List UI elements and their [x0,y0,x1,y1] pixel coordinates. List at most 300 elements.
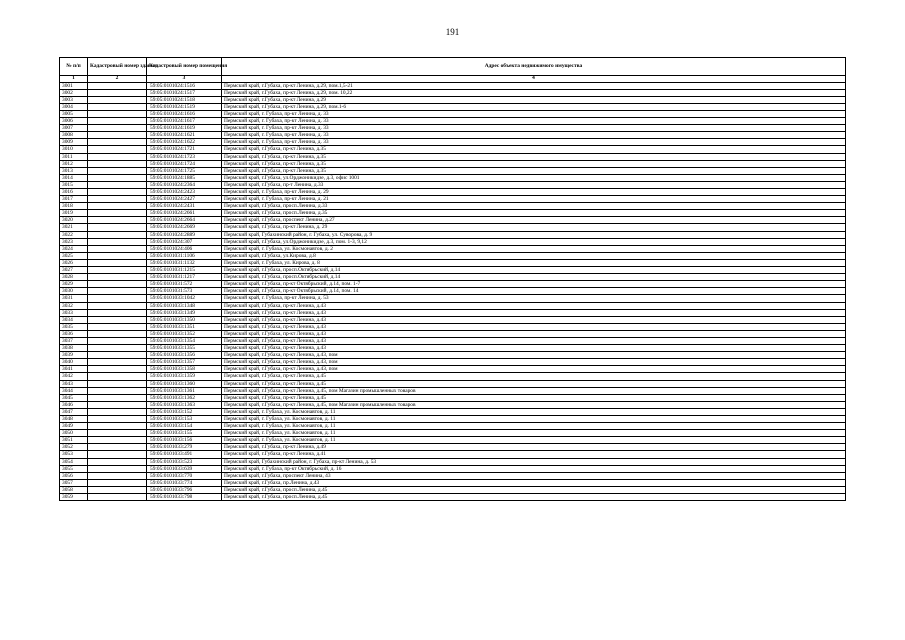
row-number-cell: 3024 [60,245,88,252]
table-row [60,302,846,309]
row-number-cell: 3032 [60,302,88,309]
address-cell: Пермский край, г. Губаха, пр-кт Ленина, д. 53 [222,295,846,302]
table-row [60,472,846,479]
address-cell: Пермский край, г.Губаха, пр-кт Ленина, д.43 [222,309,846,316]
building-cadastral-cell [88,345,147,352]
table-row [60,231,846,238]
address-cell: Пермский край, г.Губаха, пр-кт Ленина, д.43 [222,316,846,323]
building-cadastral-cell [88,210,147,217]
building-cadastral-cell [88,330,147,337]
row-number-cell: 3002 [60,89,88,96]
room-cadastral-cell: 59:05:0101024:1619 [147,125,222,132]
address-cell: Пермский край, г.Губаха, просп.Ленина, д.45 [222,486,846,493]
room-cadastral-cell: 59:05:0101024:1724 [147,160,222,167]
room-cadastral-cell: 59:05:0101033:770 [147,472,222,479]
building-cadastral-cell [88,82,147,89]
column-number: 3 [147,76,222,83]
room-cadastral-cell: 59:05:0101033:1348 [147,302,222,309]
building-cadastral-cell [88,479,147,486]
building-cadastral-cell [88,359,147,366]
room-cadastral-cell: 59:05:0101024:307 [147,238,222,245]
address-cell: Пермский край, г.Губаха, пр-кт Ленина, д.45, пом Магазин промышленных товаров [222,401,846,408]
table-row [60,259,846,266]
building-cadastral-cell [88,458,147,465]
table-row [60,380,846,387]
address-cell: Пермский край, г.Губаха, пр-кт Октябрьский, д.14, пом. 1-7 [222,281,846,288]
address-cell: Пермский край, г. Губаха, пр-кт Ленина, д. 33 [222,118,846,125]
table-row [60,359,846,366]
table-row [60,430,846,437]
row-number-cell: 3022 [60,231,88,238]
building-cadastral-cell [88,167,147,174]
table-row [60,387,846,394]
address-cell: Пермский край, г.Губаха, просп.Октябрьский, д.14 [222,274,846,281]
table-row [60,394,846,401]
table-row [60,118,846,125]
property-register-table [59,57,846,501]
table-row [60,323,846,330]
table-header-row [60,58,846,76]
column-number: 4 [222,76,846,83]
row-number-cell: 3016 [60,189,88,196]
table-row [60,224,846,231]
building-cadastral-cell [88,451,147,458]
row-number-cell: 3056 [60,472,88,479]
table-row [60,203,846,210]
address-cell: Пермский край, г.Губаха, пр-кт Ленина, д.43 [222,323,846,330]
address-cell: Пермский край, г. Губаха, пр-кт Ленина, д. 33 [222,110,846,117]
address-cell: Пермский край, г.Губаха, ул.Кирова, д.8 [222,252,846,259]
address-cell: Пермский край, г.Губаха, проспект Ленина, 43 [222,472,846,479]
building-cadastral-cell [88,231,147,238]
table-row [60,486,846,493]
row-number-cell: 3004 [60,103,88,110]
address-cell: Пермский край, г.Губаха, пр-кт Ленина, д.43, пом [222,352,846,359]
address-cell: Пермский край, г. Губаха, ул. Кирова, д. 8 [222,259,846,266]
room-cadastral-cell: 59:05:0101033:1358 [147,366,222,373]
row-number-cell: 3048 [60,416,88,423]
row-number-cell: 3007 [60,125,88,132]
column-number: 1 [60,76,88,83]
building-cadastral-cell [88,189,147,196]
address-cell: Пермский край, г.Губаха, пр-кт Ленина, д.43, пом [222,366,846,373]
row-number-cell: 3005 [60,110,88,117]
row-number-cell: 3051 [60,437,88,444]
table-row [60,238,846,245]
address-cell: Пермский край, г.Губаха, ул.Орджоникидзе, д.3, пом. 1-3, 9,12 [222,238,846,245]
room-cadastral-cell: 59:05:0101031:1106 [147,252,222,259]
column-number-row [60,76,846,83]
room-cadastral-cell: 59:05:0101024:1519 [147,103,222,110]
room-cadastral-cell: 59:05:0101031:1217 [147,274,222,281]
address-cell: Пермский край, г.Губаха, пр-т Ленина, д.33 [222,181,846,188]
building-cadastral-cell [88,444,147,451]
address-cell: Пермский край, г.Губаха, пр-кт Ленина, д.35 [222,146,846,153]
address-cell: Пермский край, г.Губаха, пр-кт Ленина, д.35 [222,160,846,167]
room-cadastral-cell: 59:05:0101033:1352 [147,330,222,337]
building-cadastral-cell [88,96,147,103]
room-cadastral-cell: 59:05:0101033:153 [147,416,222,423]
address-cell: Пермский край, г.Губаха, пр-кт Ленина, д.45 [222,394,846,401]
address-cell: Пермский край, г. Губаха, пр-кт Октябрьский, д. 16 [222,465,846,472]
room-cadastral-cell: 59:05:0101033:639 [147,465,222,472]
building-cadastral-cell [88,146,147,153]
address-cell: Пермский край, г.Губаха, просп.Ленина, д.33 [222,203,846,210]
row-number-cell: 3012 [60,160,88,167]
address-cell: Пермский край, г.Губаха, пр-кт Ленина, д.43 [222,302,846,309]
room-cadastral-cell: 59:05:0101033:1042 [147,295,222,302]
row-number-cell: 3003 [60,96,88,103]
table-row [60,337,846,344]
row-number-cell: 3020 [60,217,88,224]
building-cadastral-cell [88,408,147,415]
row-number-cell: 3013 [60,167,88,174]
room-cadastral-cell: 59:05:0101033:491 [147,451,222,458]
row-number-cell: 3050 [60,430,88,437]
table-row [60,153,846,160]
room-cadastral-cell: 59:05:0101024:1516 [147,82,222,89]
table-body [60,82,846,501]
building-cadastral-cell [88,316,147,323]
table-row [60,217,846,224]
row-number-cell: 3040 [60,359,88,366]
building-cadastral-cell [88,394,147,401]
room-cadastral-cell: 59:05:0101033:1356 [147,352,222,359]
building-cadastral-cell [88,465,147,472]
table-row [60,167,846,174]
address-cell: Пермский край, г.Губаха, пр-кт Ленина, д.43 [222,337,846,344]
row-number-cell: 3029 [60,281,88,288]
building-cadastral-cell [88,494,147,501]
room-cadastral-cell: 59:05:0101033:798 [147,494,222,501]
table-row [60,160,846,167]
header-building-cadastral: Кадастровый номер здания [88,58,147,76]
building-cadastral-cell [88,366,147,373]
room-cadastral-cell: 59:05:0101033:1350 [147,316,222,323]
building-cadastral-cell [88,267,147,274]
address-cell: Пермский край, г.Губаха, пр-кт Ленина, д.45 [222,380,846,387]
room-cadastral-cell: 59:05:0101033:155 [147,430,222,437]
row-number-cell: 3030 [60,288,88,295]
address-cell: Пермский край, г.Губаха, пр-кт Ленина, д.43, пом [222,359,846,366]
table-row [60,295,846,302]
building-cadastral-cell [88,387,147,394]
building-cadastral-cell [88,437,147,444]
row-number-cell: 3038 [60,345,88,352]
address-cell: Пермский край, г. Губаха, пр-кт Ленина, д. 33 [222,132,846,139]
room-cadastral-cell: 59:05:0101033:1360 [147,380,222,387]
building-cadastral-cell [88,132,147,139]
room-cadastral-cell: 59:05:0101024:2427 [147,196,222,203]
row-number-cell: 3025 [60,252,88,259]
table-row [60,451,846,458]
row-number-cell: 3008 [60,132,88,139]
building-cadastral-cell [88,416,147,423]
row-number-cell: 3027 [60,267,88,274]
room-cadastral-cell: 59:05:0101024:1518 [147,96,222,103]
table-row [60,458,846,465]
table-row [60,82,846,89]
table-row [60,132,846,139]
table-row [60,373,846,380]
building-cadastral-cell [88,153,147,160]
row-number-cell: 3039 [60,352,88,359]
table-row [60,267,846,274]
row-number-cell: 3046 [60,401,88,408]
table-row [60,416,846,423]
row-number-cell: 3041 [60,366,88,373]
table-row [60,139,846,146]
row-number-cell: 3042 [60,373,88,380]
table-row [60,316,846,323]
building-cadastral-cell [88,274,147,281]
row-number-cell: 3009 [60,139,88,146]
row-number-cell: 3014 [60,174,88,181]
address-cell: Пермский край, г.Губаха, пр-кт Ленина, д. 29 [222,224,846,231]
table-row [60,423,846,430]
room-cadastral-cell: 59:05:0101033:156 [147,437,222,444]
room-cadastral-cell: 59:05:0101033:1363 [147,401,222,408]
building-cadastral-cell [88,430,147,437]
row-number-cell: 3035 [60,323,88,330]
row-number-cell: 3043 [60,380,88,387]
address-cell: Пермский край, г.Губаха, пр-кт Ленина, д.43 [222,345,846,352]
room-cadastral-cell: 59:05:0101024:2431 [147,203,222,210]
room-cadastral-cell: 59:05:0101024:2889 [147,231,222,238]
address-cell: Пермский край, г.Губаха, пр-кт Ленина, д.29, пом.1,5-21 [222,82,846,89]
table-row [60,210,846,217]
table-row [60,479,846,486]
address-cell: Пермский край, г. Губаха, ул. Космонавтов, д. 11 [222,423,846,430]
building-cadastral-cell [88,302,147,309]
room-cadastral-cell: 59:05:0101024:2669 [147,224,222,231]
building-cadastral-cell [88,309,147,316]
building-cadastral-cell [88,125,147,132]
row-number-cell: 3015 [60,181,88,188]
row-number-cell: 3001 [60,82,88,89]
room-cadastral-cell: 59:05:0101024:1517 [147,89,222,96]
table-row [60,245,846,252]
room-cadastral-cell: 59:05:0101033:1359 [147,373,222,380]
table-row [60,408,846,415]
table-row [60,189,846,196]
page-number: 191 [445,27,460,37]
building-cadastral-cell [88,238,147,245]
table-row [60,444,846,451]
room-cadastral-cell: 59:05:0101033:1351 [147,323,222,330]
row-number-cell: 3019 [60,210,88,217]
header-row-number: № п/п [60,58,88,76]
building-cadastral-cell [88,373,147,380]
row-number-cell: 3049 [60,423,88,430]
address-cell: Пермский край, г.Губаха, ул.Орджоникидзе, д.3, офис 1001 [222,174,846,181]
row-number-cell: 3028 [60,274,88,281]
table-row [60,181,846,188]
building-cadastral-cell [88,203,147,210]
row-number-cell: 3057 [60,479,88,486]
row-number-cell: 3018 [60,203,88,210]
row-number-cell: 3011 [60,153,88,160]
building-cadastral-cell [88,295,147,302]
building-cadastral-cell [88,103,147,110]
address-cell: Пермский край, г. Губаха, ул. Космонавтов, д. 11 [222,408,846,415]
table-row [60,345,846,352]
row-number-cell: 3055 [60,465,88,472]
address-cell: Пермский край, г.Губаха, пр-кт Ленина, д.41 [222,451,846,458]
table-row [60,89,846,96]
address-cell: Пермский край, г.Губаха, пр-кт Ленина, д.45 [222,373,846,380]
address-cell: Пермский край, г. Губаха, ул. Космонавтов, д. 11 [222,437,846,444]
address-cell: Пермский край, г. Губаха, пр-кт Ленина, д. 21 [222,196,846,203]
building-cadastral-cell [88,174,147,181]
address-cell: Пермский край, Губахинский район, г. Губаха, пр-кт Ленина, д. 53 [222,458,846,465]
room-cadastral-cell: 59:05:0101024:1725 [147,167,222,174]
room-cadastral-cell: 59:05:0101024:1617 [147,118,222,125]
row-number-cell: 3021 [60,224,88,231]
row-number-cell: 3006 [60,118,88,125]
address-cell: Пермский край, г.Губаха, пр.Ленина, д.43 [222,479,846,486]
building-cadastral-cell [88,252,147,259]
column-number: 2 [88,76,147,83]
building-cadastral-cell [88,281,147,288]
table-row [60,96,846,103]
room-cadastral-cell: 59:05:0101024:1622 [147,139,222,146]
building-cadastral-cell [88,472,147,479]
address-cell: Пермский край, г.Губаха, пр-кт Ленина, д.45, пом Магазин промышленных товаров [222,387,846,394]
building-cadastral-cell [88,196,147,203]
table-row [60,330,846,337]
building-cadastral-cell [88,217,147,224]
row-number-cell: 3047 [60,408,88,415]
room-cadastral-cell: 59:05:0101024:1621 [147,132,222,139]
address-cell: Пермский край, г.Губаха, пр-кт Октябрьский, д.14, пом. 14 [222,288,846,295]
row-number-cell: 3031 [60,295,88,302]
address-cell: Пермский край, г.Губаха, просп.Октябрьский, д.14 [222,267,846,274]
row-number-cell: 3023 [60,238,88,245]
address-cell: Пермский край, Губахинский район, г. Губаха, ул. Суворова, д. 9 [222,231,846,238]
room-cadastral-cell: 59:05:0101024:2661 [147,210,222,217]
table-row [60,465,846,472]
row-number-cell: 3058 [60,486,88,493]
room-cadastral-cell: 59:05:0101033:154 [147,423,222,430]
table-row [60,125,846,132]
row-number-cell: 3036 [60,330,88,337]
room-cadastral-cell: 59:05:0101024:1723 [147,153,222,160]
building-cadastral-cell [88,323,147,330]
row-number-cell: 3033 [60,309,88,316]
row-number-cell: 3034 [60,316,88,323]
room-cadastral-cell: 59:05:0101024:2364 [147,181,222,188]
row-number-cell: 3044 [60,387,88,394]
table-row [60,274,846,281]
table-row [60,103,846,110]
address-cell: Пермский край, г. Губаха, ул. Космонавтов, д. 2 [222,245,846,252]
building-cadastral-cell [88,486,147,493]
room-cadastral-cell: 59:05:0101033:774 [147,479,222,486]
row-number-cell: 3026 [60,259,88,266]
row-number-cell: 3045 [60,394,88,401]
header-address: Адрес объекта недвижимого имущества [222,58,846,76]
row-number-cell: 3053 [60,451,88,458]
table-row [60,288,846,295]
room-cadastral-cell: 59:05:0101024:2423 [147,189,222,196]
room-cadastral-cell: 59:05:0101033:796 [147,486,222,493]
table-row [60,309,846,316]
table-row [60,494,846,501]
building-cadastral-cell [88,245,147,252]
address-cell: Пермский край, г.Губаха, просп.Ленина, д.35 [222,210,846,217]
room-cadastral-cell: 59:05:0101031:1215 [147,267,222,274]
building-cadastral-cell [88,337,147,344]
table-row [60,110,846,117]
address-cell: Пермский край, г.Губаха, проспект Ленина, д.27 [222,217,846,224]
address-cell: Пермский край, г.Губаха, пр-кт Ленина, д.29 [222,96,846,103]
room-cadastral-cell: 59:05:0101033:523 [147,458,222,465]
table-row [60,281,846,288]
room-cadastral-cell: 59:05:0101031:1132 [147,259,222,266]
row-number-cell: 3059 [60,494,88,501]
room-cadastral-cell: 59:05:0101031:572 [147,281,222,288]
table-row [60,401,846,408]
row-number-cell: 3054 [60,458,88,465]
row-number-cell: 3010 [60,146,88,153]
row-number-cell: 3037 [60,337,88,344]
building-cadastral-cell [88,118,147,125]
row-number-cell: 3017 [60,196,88,203]
room-cadastral-cell: 59:05:0101024:1616 [147,110,222,117]
address-cell: Пермский край, г.Губаха, просп.Ленина, д.45 [222,494,846,501]
building-cadastral-cell [88,89,147,96]
room-cadastral-cell: 59:05:0101033:1354 [147,337,222,344]
room-cadastral-cell: 59:05:0101033:1362 [147,394,222,401]
address-cell: Пермский край, г.Губаха, пр-кт Ленина, д.35 [222,167,846,174]
building-cadastral-cell [88,110,147,117]
building-cadastral-cell [88,380,147,387]
address-cell: Пермский край, г.Губаха, пр-кт Ленина, д.35 [222,153,846,160]
room-cadastral-cell: 59:05:0101031:573 [147,288,222,295]
room-cadastral-cell: 59:05:0101033:279 [147,444,222,451]
building-cadastral-cell [88,139,147,146]
address-cell: Пермский край, г. Губаха, ул. Космонавтов, д. 11 [222,430,846,437]
room-cadastral-cell: 59:05:0101024:1721 [147,146,222,153]
table-row [60,146,846,153]
building-cadastral-cell [88,352,147,359]
building-cadastral-cell [88,160,147,167]
address-cell: Пермский край, г.Губаха, пр-кт Ленина, д.29, пом. 10,22 [222,89,846,96]
table-row [60,196,846,203]
address-cell: Пермский край, г. Губаха, ул. Космонавтов, д. 11 [222,416,846,423]
address-cell: Пермский край, г. Губаха, пр-кт Ленина, д. 33 [222,125,846,132]
room-cadastral-cell: 59:05:0101033:1361 [147,387,222,394]
room-cadastral-cell: 59:05:0101024:2664 [147,217,222,224]
table-row [60,252,846,259]
room-cadastral-cell: 59:05:0101024:1885 [147,174,222,181]
row-number-cell: 3052 [60,444,88,451]
building-cadastral-cell [88,259,147,266]
table-row [60,366,846,373]
address-cell: Пермский край, г.Губаха, пр-кт Ленина, д.43 [222,330,846,337]
room-cadastral-cell: 59:05:0101033:1357 [147,359,222,366]
room-cadastral-cell: 59:05:0101024:406 [147,245,222,252]
table-row [60,174,846,181]
building-cadastral-cell [88,401,147,408]
building-cadastral-cell [88,423,147,430]
room-cadastral-cell: 59:05:0101033:1355 [147,345,222,352]
building-cadastral-cell [88,288,147,295]
address-cell: Пермский край, г.Губаха, пр-кт Ленина, д.49 [222,444,846,451]
building-cadastral-cell [88,181,147,188]
table-row [60,352,846,359]
